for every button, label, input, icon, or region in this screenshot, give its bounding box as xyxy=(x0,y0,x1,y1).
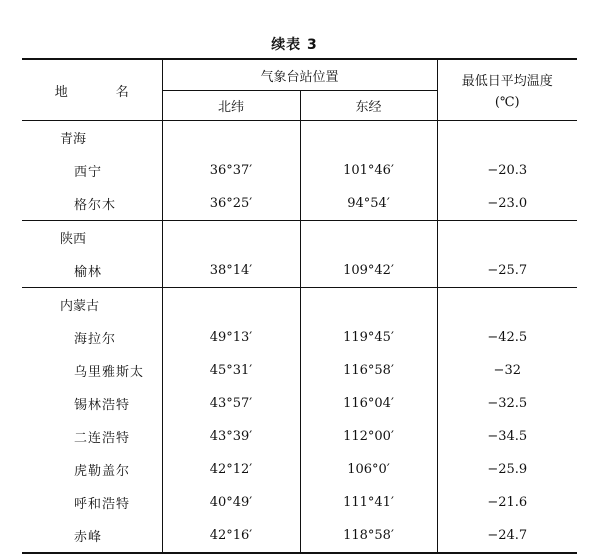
longitude-value: 118°58′ xyxy=(300,519,437,553)
longitude-header: 东经 xyxy=(300,91,437,121)
place-name: 海拉尔 xyxy=(74,332,117,347)
min-temp-header xyxy=(437,59,577,121)
latitude-value: 36°37′ xyxy=(162,154,300,187)
region-row xyxy=(22,221,577,255)
place-header-char-1: 地 xyxy=(54,84,68,100)
region-name: 陕西 xyxy=(22,221,162,255)
table-title: 续表 3 xyxy=(271,37,318,53)
longitude-value: 119°45′ xyxy=(300,321,437,354)
table-row xyxy=(22,387,577,420)
table-row xyxy=(22,154,577,187)
table-row xyxy=(22,453,577,486)
latitude-value: 45°31′ xyxy=(162,354,300,387)
table-row xyxy=(22,420,577,453)
place-header xyxy=(22,59,162,121)
table-row xyxy=(22,187,577,221)
region-name: 内蒙古 xyxy=(22,288,162,322)
longitude-value: 112°00′ xyxy=(300,420,437,453)
min-temp-value: −24.7 xyxy=(437,519,577,553)
region-row xyxy=(22,288,577,322)
place-name: 赤峰 xyxy=(74,530,103,545)
min-temp-value: −25.9 xyxy=(437,453,577,486)
empty-cell xyxy=(162,221,300,255)
region-name: 青海 xyxy=(60,132,87,147)
place-name: 虎勒盖尔 xyxy=(74,464,131,479)
latitude-header: 北纬 xyxy=(162,91,300,121)
place-name: 呼和浩特 xyxy=(74,497,131,512)
place-name: 二连浩特 xyxy=(74,431,131,446)
min-temp-value: −20.3 xyxy=(437,154,577,187)
empty-cell xyxy=(162,288,300,322)
latitude-value: 43°57′ xyxy=(162,387,300,420)
min-temp-value: −23.0 xyxy=(437,187,577,221)
empty-cell xyxy=(300,121,437,155)
longitude-value: 116°04′ xyxy=(300,387,437,420)
table-row xyxy=(22,354,577,387)
empty-cell xyxy=(437,121,577,155)
empty-cell xyxy=(437,221,577,255)
empty-cell xyxy=(437,288,577,322)
empty-cell xyxy=(300,288,437,322)
place-name: 锡林浩特 xyxy=(74,398,131,413)
table-row xyxy=(22,254,577,288)
region-row xyxy=(22,121,577,155)
empty-cell xyxy=(300,221,437,255)
place-header-char-2: 名 xyxy=(115,84,129,100)
longitude-value: 106°0′ xyxy=(300,453,437,486)
latitude-value: 40°49′ xyxy=(162,486,300,519)
latitude-value: 36°25′ xyxy=(162,187,300,221)
min-temp-header-line1: 最低日平均温度 xyxy=(461,74,553,89)
climate-table xyxy=(22,58,577,554)
longitude-value: 109°42′ xyxy=(300,254,437,288)
longitude-value: 116°58′ xyxy=(300,354,437,387)
min-temp-value: −32.5 xyxy=(437,387,577,420)
place-name: 西宁 xyxy=(74,165,103,180)
min-temp-header-unit: (℃) xyxy=(494,95,520,110)
station-position-header: 气象台站位置 xyxy=(162,59,437,91)
table-row xyxy=(22,486,577,519)
min-temp-value: −21.6 xyxy=(437,486,577,519)
empty-cell xyxy=(162,121,300,155)
latitude-value: 42°16′ xyxy=(162,519,300,553)
longitude-value: 111°41′ xyxy=(300,486,437,519)
min-temp-value: −25.7 xyxy=(437,254,577,288)
latitude-value: 43°39′ xyxy=(162,420,300,453)
table-body xyxy=(22,121,577,554)
latitude-value: 42°12′ xyxy=(162,453,300,486)
table-row xyxy=(22,321,577,354)
longitude-value: 94°54′ xyxy=(300,187,437,221)
place-name: 乌里雅斯太 xyxy=(74,365,145,380)
min-temp-value: −42.5 xyxy=(437,321,577,354)
place-name: 榆林 xyxy=(74,265,103,280)
place-name: 格尔木 xyxy=(74,198,117,213)
min-temp-value: −34.5 xyxy=(437,420,577,453)
table-row xyxy=(22,519,577,553)
min-temp-value: −32 xyxy=(437,354,577,387)
latitude-value: 49°13′ xyxy=(162,321,300,354)
latitude-value: 38°14′ xyxy=(162,254,300,288)
longitude-value: 101°46′ xyxy=(300,154,437,187)
